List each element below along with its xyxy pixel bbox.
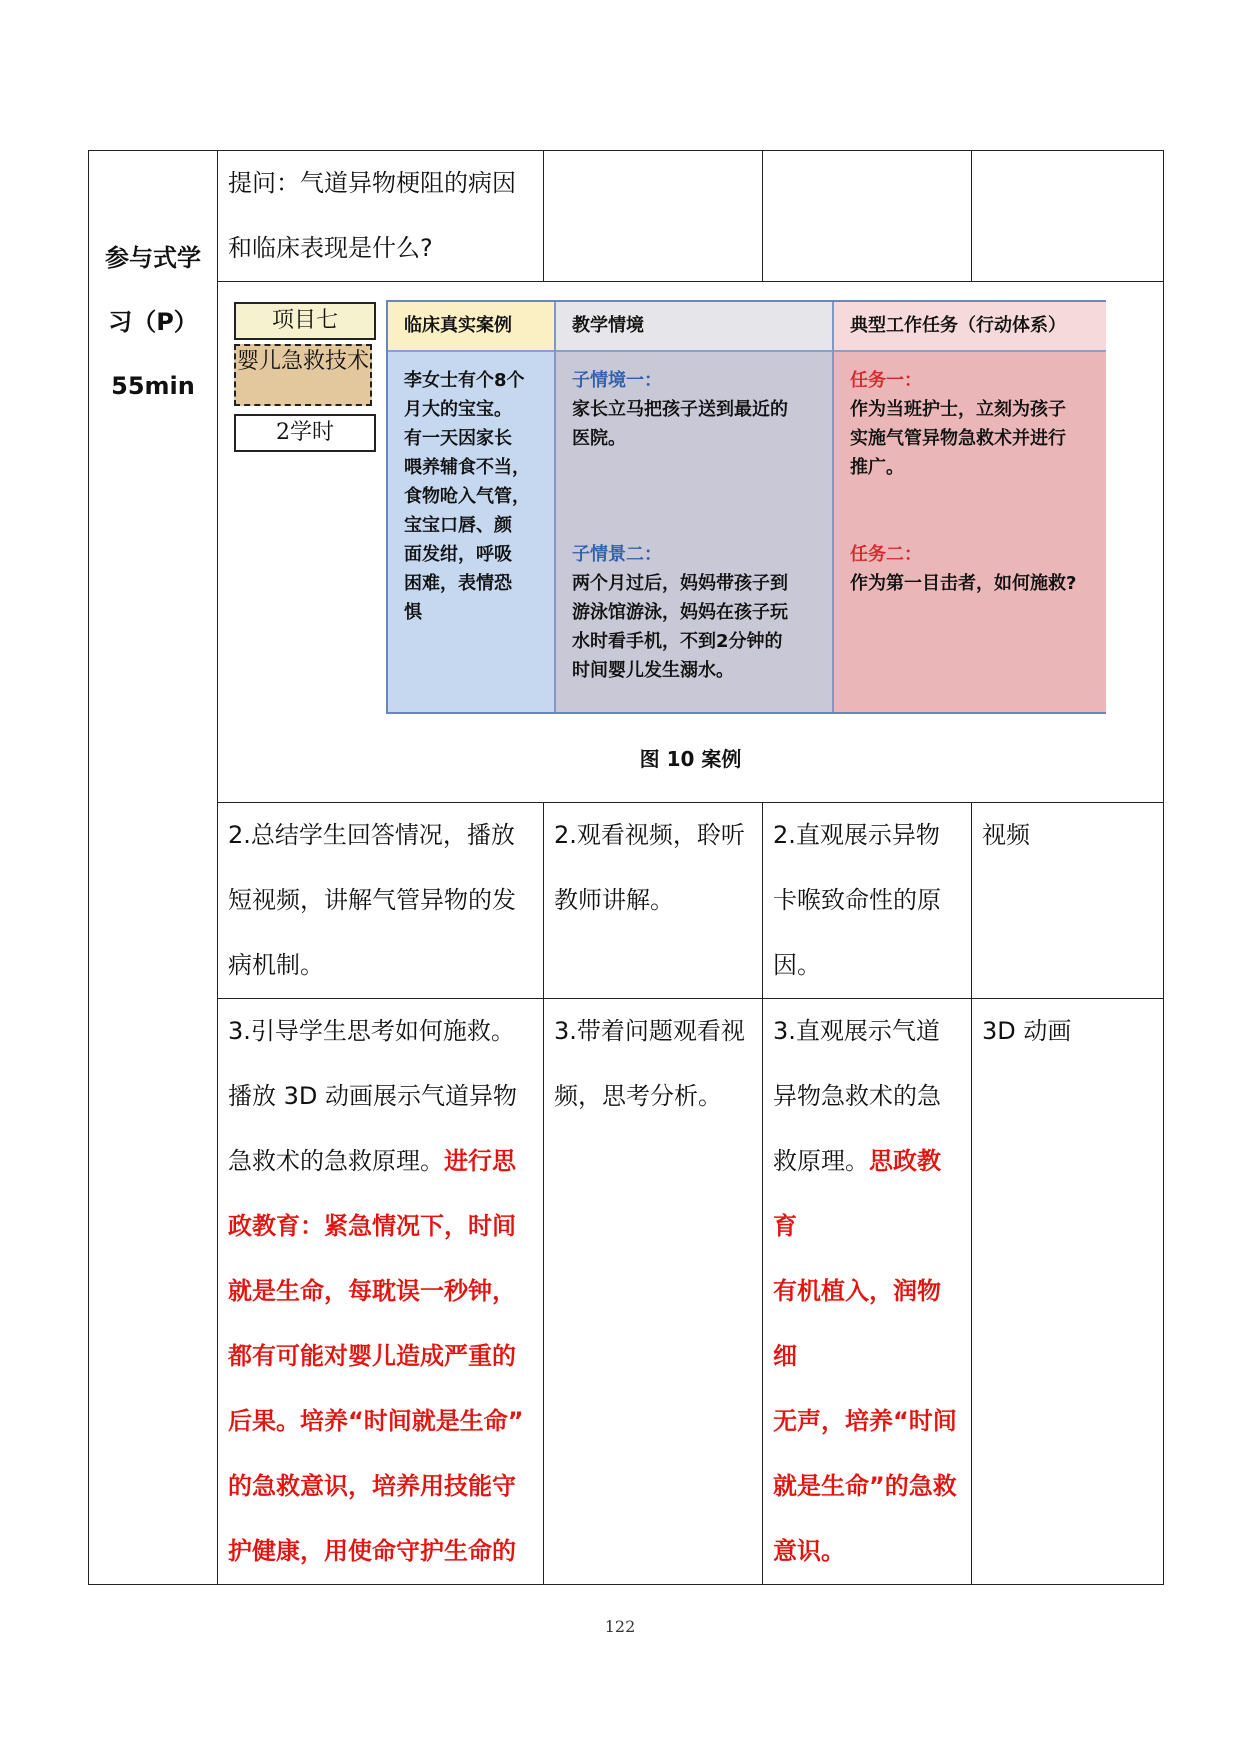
project-label xyxy=(234,302,376,450)
text-line: 2.观看视频，聆听 xyxy=(554,821,745,849)
table-row xyxy=(89,803,1164,999)
scene-title: 子情景二： xyxy=(572,544,662,565)
project-name: 婴儿急救技术 xyxy=(234,344,372,406)
scene-title: 子情境一： xyxy=(572,370,662,391)
highlight-line: 的急救意识，培养用技能守 xyxy=(228,1472,516,1500)
case-text xyxy=(388,352,554,627)
stage-line: 参与式学 xyxy=(105,244,201,272)
task-title: 任务二： xyxy=(850,544,922,565)
text-line: 面发绀，呼吸 xyxy=(404,544,512,565)
text-line: 时间婴儿发生溺水。 xyxy=(572,660,734,681)
text-line: 作为第一目击者，如何施救? xyxy=(850,573,1077,594)
student-activity-cell xyxy=(544,999,763,1585)
task-title: 任务一： xyxy=(850,370,922,391)
highlight-span: 进行思 xyxy=(444,1147,516,1175)
project-title: 项目七 xyxy=(234,302,376,340)
text-line: 推广。 xyxy=(850,457,904,478)
highlight-line: 无声，培养“时间 xyxy=(773,1407,957,1435)
table-row xyxy=(89,151,1164,282)
column-header: 典型工作任务（行动体系） xyxy=(834,302,1106,352)
task-text xyxy=(834,352,1106,598)
text-line: 有一天因家长 xyxy=(404,428,512,449)
text-span: 救原理。 xyxy=(773,1147,869,1175)
text-line: 病机制。 xyxy=(228,951,324,979)
student-activity-cell xyxy=(544,151,763,282)
text-line: 惧 xyxy=(404,602,422,623)
text-line: 李女士有个8个 xyxy=(404,370,525,391)
text-line: 因。 xyxy=(773,951,821,979)
resource-label: 视频 xyxy=(982,821,1030,849)
resource-label: 3D 动画 xyxy=(982,1017,1072,1045)
text-line: 提问：气道异物梗阻的病因 xyxy=(228,169,516,197)
design-intent-cell xyxy=(763,999,972,1585)
text-line: 两个月过后，妈妈带孩子到 xyxy=(572,573,788,594)
design-intent-cell xyxy=(763,151,972,282)
text-span: 急救术的急救原理。 xyxy=(228,1147,444,1175)
case-column xyxy=(388,302,554,712)
highlight-line: 有机植入，润物细 xyxy=(773,1277,941,1370)
text-line: 困难，表情恐 xyxy=(404,573,512,594)
column-header: 临床真实案例 xyxy=(388,302,554,352)
text-line: 月大的宝宝。 xyxy=(404,399,512,420)
highlight-line: 护健康，用使命守护生命的 xyxy=(228,1537,516,1565)
column-header: 教学情境 xyxy=(556,302,834,352)
resource-cell xyxy=(972,151,1164,282)
highlight-line: 就是生命”的急救 xyxy=(773,1472,957,1500)
text-line: 卡喉致命性的原 xyxy=(773,886,941,914)
highlight-line: 后果。培养“时间就是生命” xyxy=(228,1407,524,1435)
stage-cell xyxy=(89,151,218,1585)
table-row xyxy=(89,999,1164,1585)
resource-cell xyxy=(972,803,1164,999)
text-line: 播放 3D 动画展示气道异物 xyxy=(228,1082,518,1110)
text-line: 游泳馆游泳，妈妈在孩子玩 xyxy=(572,602,788,623)
scene-text xyxy=(556,352,834,685)
highlight-line: 都有可能对婴儿造成严重的 xyxy=(228,1342,516,1370)
project-hours: 2学时 xyxy=(234,414,376,452)
text-line: 频，思考分析。 xyxy=(554,1082,722,1110)
figure-cell xyxy=(218,282,1164,803)
text-line: 食物呛入气管， xyxy=(404,486,530,507)
teacher-activity-cell xyxy=(218,803,544,999)
text-line: 医院。 xyxy=(572,428,626,449)
teacher-activity-cell xyxy=(218,999,544,1585)
case-diagram xyxy=(386,300,1106,714)
text-line: 喂养辅食不当， xyxy=(404,457,530,478)
text-line: 短视频，讲解气管异物的发 xyxy=(228,886,516,914)
highlight-line: 就是生命，每耽误一秒钟， xyxy=(228,1277,516,1305)
student-activity-cell xyxy=(544,803,763,999)
case-figure xyxy=(218,282,1163,802)
scene-column xyxy=(554,302,834,712)
text-line: 3.引导学生思考如何施救。 xyxy=(228,1017,515,1045)
highlight-line: 政教育：紧急情况下，时间 xyxy=(228,1212,516,1240)
text-line: 2.总结学生回答情况，播放 xyxy=(228,821,515,849)
text-line: 作为当班护士，立刻为孩子 xyxy=(850,399,1066,420)
design-intent-cell xyxy=(763,803,972,999)
task-column xyxy=(832,302,1106,712)
text-line: 3.直观展示气道 xyxy=(773,1017,940,1045)
text-line: 3.带着问题观看视 xyxy=(554,1017,745,1045)
stage-line: 习（P） xyxy=(108,308,198,336)
teacher-activity-cell xyxy=(218,151,544,282)
table-row xyxy=(89,282,1164,803)
resource-cell xyxy=(972,999,1164,1585)
highlight-span: 思政教育 xyxy=(773,1147,941,1240)
text-line: 异物急救术的急 xyxy=(773,1082,941,1110)
text-line: 教师讲解。 xyxy=(554,886,674,914)
text-line xyxy=(228,1129,533,1194)
lesson-plan-table xyxy=(88,150,1164,1585)
text-line: 实施气管异物急救术并进行 xyxy=(850,428,1066,449)
text-line: 宝宝口唇、颜 xyxy=(404,515,512,536)
text-line: 水时看手机，不到2分钟的 xyxy=(572,631,783,652)
stage-duration: 55min xyxy=(111,372,195,400)
highlight-line: 意识。 xyxy=(773,1537,845,1565)
figure-caption: 图 10 案例 xyxy=(639,747,742,771)
text-line: 2.直观展示异物 xyxy=(773,821,940,849)
text-line: 和临床表现是什么? xyxy=(228,234,433,262)
page-number: 122 xyxy=(604,1617,636,1636)
text-line xyxy=(773,1129,961,1259)
text-line: 家长立马把孩子送到最近的 xyxy=(572,399,788,420)
